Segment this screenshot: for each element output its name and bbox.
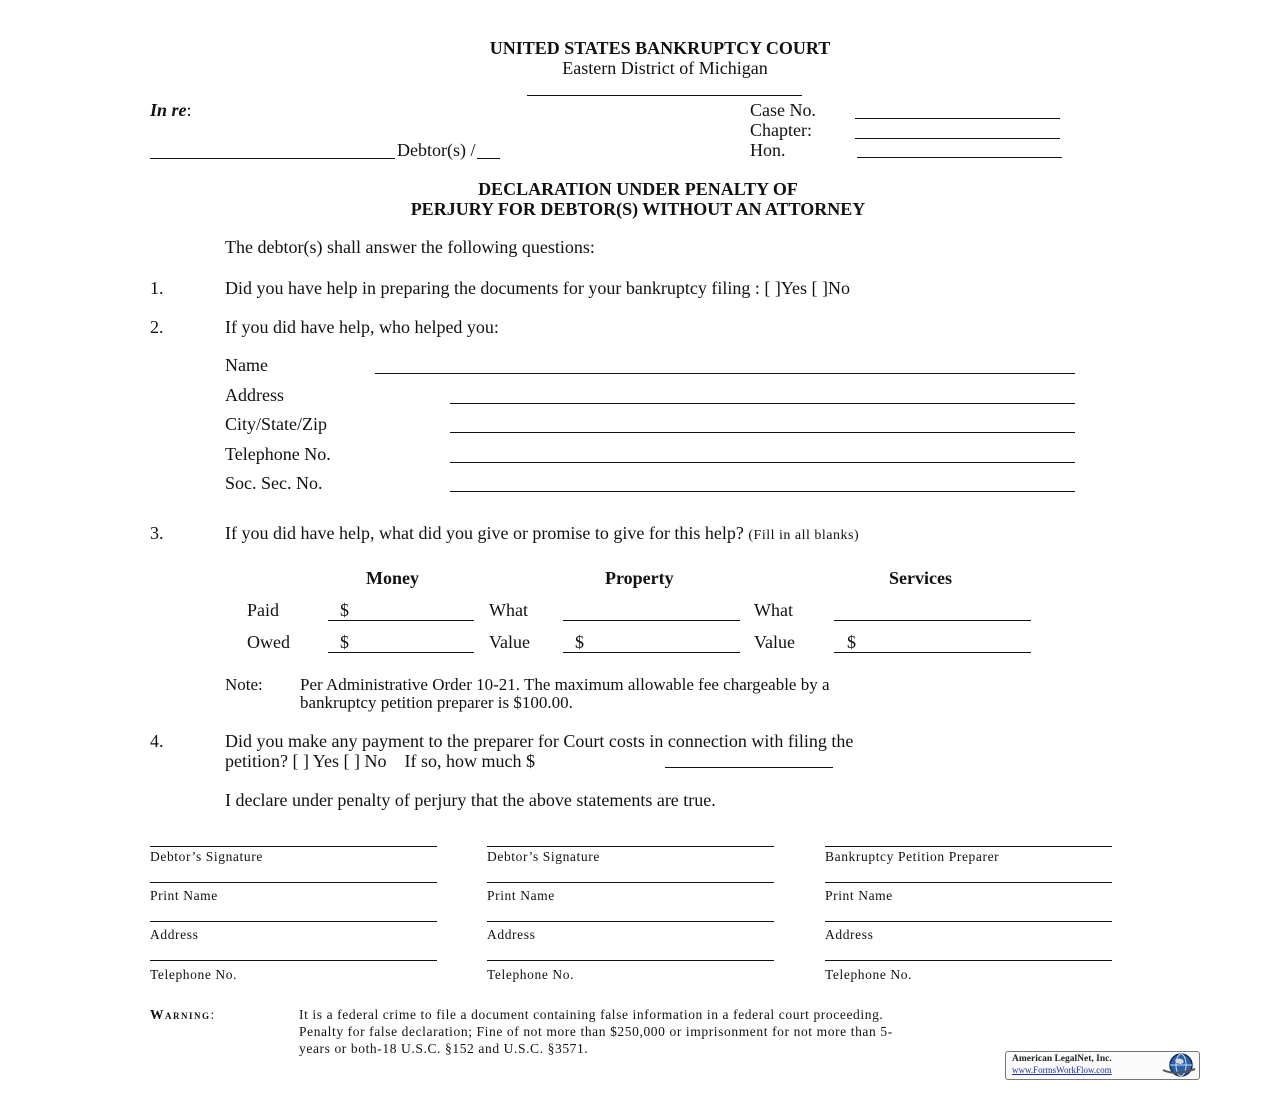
company-url-link[interactable]: www.FormsWorkFlow.com	[1012, 1065, 1112, 1075]
court-district: Eastern District of Michigan	[562, 58, 768, 78]
district-divider	[527, 95, 802, 96]
property-dollar-sign: $	[575, 632, 584, 652]
chapter-label: Chapter:	[750, 120, 812, 140]
american-legalnet-badge[interactable]	[1005, 1051, 1200, 1080]
debtor2-signature-label: Debtor’s Signature	[487, 849, 600, 864]
in-re-label: In re:	[150, 100, 192, 120]
services-what-field[interactable]	[834, 620, 1031, 621]
debtor2-print-name-line[interactable]	[487, 882, 774, 883]
preparer-signature-label: Bankruptcy Petition Preparer	[825, 849, 1000, 864]
helper-telephone-label: Telephone No.	[225, 444, 331, 464]
services-dollar-sign: $	[847, 632, 856, 652]
helper-address-field[interactable]	[450, 403, 1075, 404]
owed-money-field[interactable]	[328, 652, 474, 653]
helper-address-label: Address	[225, 385, 284, 405]
q2-text: If you did have help, who helped you:	[225, 317, 499, 337]
property-value-field[interactable]	[563, 652, 740, 653]
globe-logo-icon	[1161, 1052, 1197, 1078]
debtor1-address-line[interactable]	[150, 921, 437, 922]
paid-money-field[interactable]	[328, 620, 474, 621]
warning-label: Warning:	[150, 1007, 215, 1022]
paid-dollar-sign: $	[340, 600, 349, 620]
warning-line3: years or both-18 U.S.C. §152 and U.S.C. §3571.	[299, 1041, 589, 1056]
form-title-line2: PERJURY FOR DEBTOR(S) WITHOUT AN ATTORNEY	[410, 199, 866, 219]
debtor1-address-label: Address	[150, 927, 199, 942]
preparer-print-name-line[interactable]	[825, 882, 1112, 883]
q3-text: If you did have help, what did you give or promise to give for this help? (Fill in all blanks)	[225, 523, 860, 543]
preparer-telephone-line[interactable]	[825, 960, 1112, 961]
property-what-field[interactable]	[563, 620, 740, 621]
debtor1-telephone-line[interactable]	[150, 960, 437, 961]
preparer-telephone-label: Telephone No.	[825, 967, 913, 982]
debtor1-signature-line[interactable]	[150, 846, 437, 847]
owed-label: Owed	[247, 632, 290, 652]
preparer-signature-line[interactable]	[825, 846, 1112, 847]
intro-text: The debtor(s) shall answer the following questions:	[225, 237, 595, 257]
debtor1-print-name-label: Print Name	[150, 888, 218, 903]
form-title-line1: DECLARATION UNDER PENALTY OF	[478, 179, 798, 199]
court-costs-amount-field[interactable]	[665, 767, 833, 768]
q4-line2: petition? [ ] Yes [ ] No If so, how much $	[225, 751, 535, 771]
debtor1-telephone-label: Telephone No.	[150, 967, 238, 982]
owed-dollar-sign: $	[340, 632, 349, 652]
debtor2-print-name-label: Print Name	[487, 888, 555, 903]
property-what-label: What	[489, 600, 528, 620]
debtor2-telephone-line[interactable]	[487, 960, 774, 961]
services-value-field[interactable]	[834, 652, 1031, 653]
chapter-field[interactable]	[855, 138, 1060, 139]
case-no-label: Case No.	[750, 100, 816, 120]
property-header: Property	[605, 568, 674, 588]
debtor2-signature-line[interactable]	[487, 846, 774, 847]
q4-number: 4.	[150, 731, 164, 751]
warning-line2: Penalty for false declaration; Fine of not more than $250,000 or imprisonment for not more than 5-	[299, 1024, 893, 1039]
helper-name-field[interactable]	[375, 373, 1075, 374]
debtor2-address-label: Address	[487, 927, 536, 942]
hon-label: Hon.	[750, 140, 786, 160]
note-line1: Per Administrative Order 10-21. The maximum allowable fee chargeable by a	[300, 675, 830, 694]
preparer-print-name-label: Print Name	[825, 888, 893, 903]
helper-ssn-label: Soc. Sec. No.	[225, 473, 323, 493]
helper-city-label: City/State/Zip	[225, 414, 327, 434]
helper-telephone-field[interactable]	[450, 462, 1075, 463]
helper-city-field[interactable]	[450, 432, 1075, 433]
debtor1-print-name-line[interactable]	[150, 882, 437, 883]
debtors-label: Debtor(s) /	[397, 140, 476, 160]
q3-hint: (Fill in all blanks)	[748, 528, 860, 543]
preparer-address-label: Address	[825, 927, 874, 942]
case-no-field[interactable]	[855, 118, 1060, 119]
money-header: Money	[366, 568, 419, 588]
q4-line1: Did you make any payment to the preparer for Court costs in connection with filing the	[225, 731, 854, 751]
q1-text: Did you have help in preparing the documents for your bankruptcy filing : [ ]Yes [ ]No	[225, 278, 851, 298]
preparer-address-line[interactable]	[825, 921, 1112, 922]
q1-number: 1.	[150, 278, 164, 298]
debtor1-signature-label: Debtor’s Signature	[150, 849, 263, 864]
note-label: Note:	[225, 675, 263, 694]
paid-label: Paid	[247, 600, 280, 620]
debtor2-telephone-label: Telephone No.	[487, 967, 575, 982]
services-header: Services	[889, 568, 952, 588]
debtor2-address-line[interactable]	[487, 921, 774, 922]
q3-number: 3.	[150, 523, 164, 543]
hon-field[interactable]	[857, 157, 1062, 158]
services-value-label: Value	[754, 632, 795, 652]
services-what-label: What	[754, 600, 793, 620]
note-line2: bankruptcy petition preparer is $100.00.	[300, 693, 573, 712]
court-name: UNITED STATES BANKRUPTCY COURT	[489, 38, 831, 58]
helper-name-label: Name	[225, 355, 268, 375]
company-name: American LegalNet, Inc.	[1012, 1054, 1112, 1064]
declaration-text: I declare under penalty of perjury that the above statements are true.	[225, 790, 716, 810]
q2-number: 2.	[150, 317, 164, 337]
property-value-label: Value	[489, 632, 530, 652]
helper-ssn-field[interactable]	[450, 491, 1075, 492]
warning-line1: It is a federal crime to file a document containing false information in a federal court proceeding.	[299, 1007, 884, 1022]
